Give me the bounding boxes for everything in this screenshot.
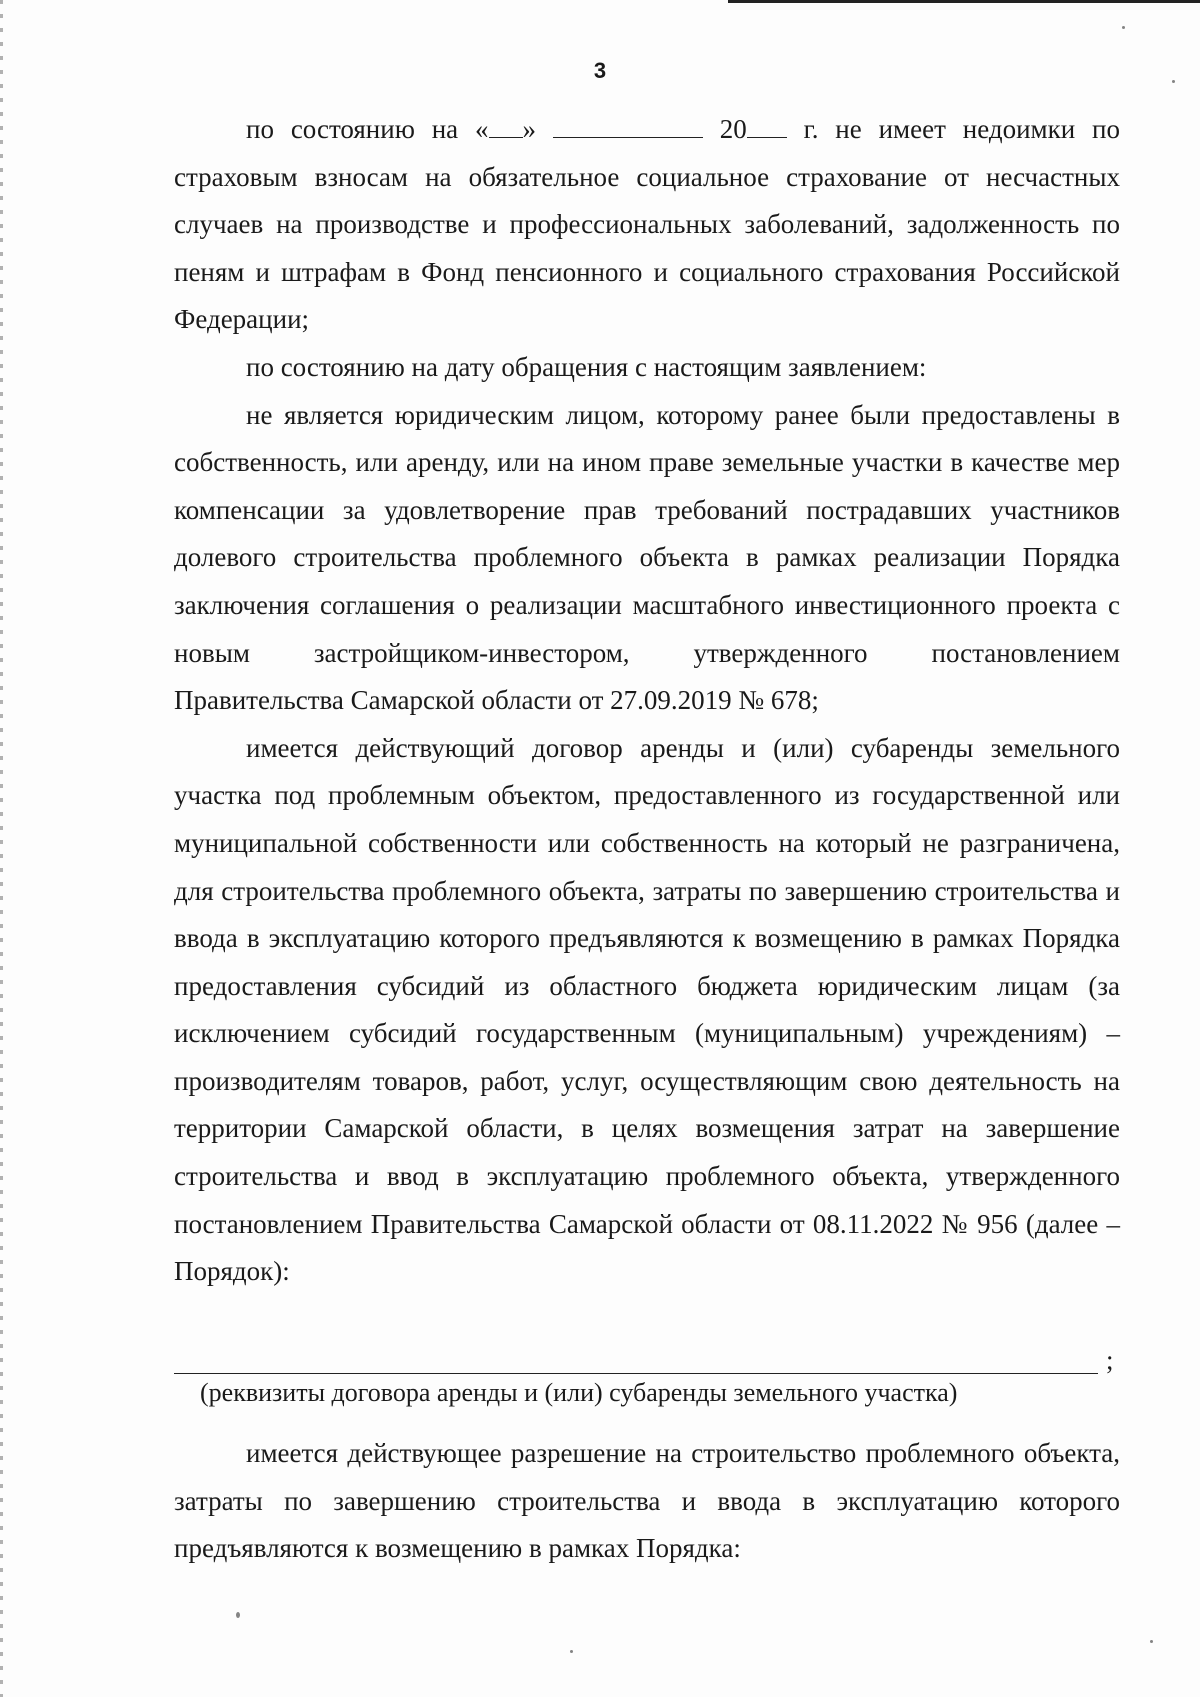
scan-border-left	[0, 0, 3, 1697]
paragraph-compensation: не является юридическим лицом, которому ранее были предоставлены в собственность, или аренду, или на ином праве земельные участки в качестве мер компенсации за удовлетворение прав требований пострадавших участников долевого строительства проблемного объекта в рамках реализации Порядка заключения соглашения о реализации масштабного инвестиционного проекта с новым застройщиком-инвестором, утвержденного постановлением Правительства Самарской области от 27.09.2019 № 678;	[174, 399, 1120, 716]
scan-speck	[1122, 26, 1125, 29]
body-text-top	[174, 106, 1120, 1296]
paragraph-lease-agreement: имеется действующий договор аренды и (или) субаренды земельного участка под проблемным объектом, предоставленного из государственной или муниципальной собственности или собственность на который не разграничена, для строительства проблемного объекта, затраты по завершению строительства и ввода в эксплуатацию которого предъявляются к возмещению в рамках Порядка предоставления субсидий из областного бюджета юридическим лицам (за исключением субсидий государственным (муниципальным) учреждениям) – производителям товаров, работ, услуг, осуществляющим свою деятельность на территории Самарской области, в целях возмещения затрат на завершение строительства и ввод в эксплуатацию проблемного объекта, утвержденного постановлением Правительства Самарской области от 08.11.2022 № 956 (далее – Порядок):	[174, 732, 1120, 1287]
page-number: 3	[593, 58, 607, 83]
paragraph-status-date	[174, 106, 1120, 344]
blank-semicolon: ;	[1106, 1345, 1114, 1375]
scan-border-top	[728, 0, 1200, 3]
body-text-bottom	[174, 1430, 1120, 1573]
paragraph-application-date: по состоянию на дату обращения с настоящим заявлением:	[246, 351, 927, 382]
date-prefix: по состоянию на «	[246, 114, 489, 144]
scan-speck	[1150, 1640, 1153, 1643]
day-blank	[489, 115, 523, 138]
lease-details-caption: (реквизиты договора аренды и (или) субаренды земельного участка)	[200, 1378, 958, 1407]
paragraph-building-permit: имеется действующее разрешение на строительство проблемного объекта, затраты по завершению строительства и ввода в эксплуатацию которого предъявляются к возмещению в рамках Порядка:	[174, 1438, 1120, 1564]
year-prefix: 20	[719, 114, 747, 144]
quote-close: »	[522, 114, 537, 144]
lease-details-blank	[174, 1373, 1098, 1374]
year-blank	[747, 115, 787, 138]
scan-speck	[570, 1650, 573, 1653]
scan-speck	[236, 1612, 240, 1618]
scan-speck	[1172, 80, 1175, 83]
paragraph-status-date-text: г. не имеет недоимки по страховым взносам на обязательное социальное страхование от несчастных случаев на производстве и профессиональных заболеваний, задолженность по пеням и штрафам в Фонд пенсионного и социального страхования Российской Федерации;	[174, 114, 1121, 335]
month-blank	[553, 115, 703, 138]
